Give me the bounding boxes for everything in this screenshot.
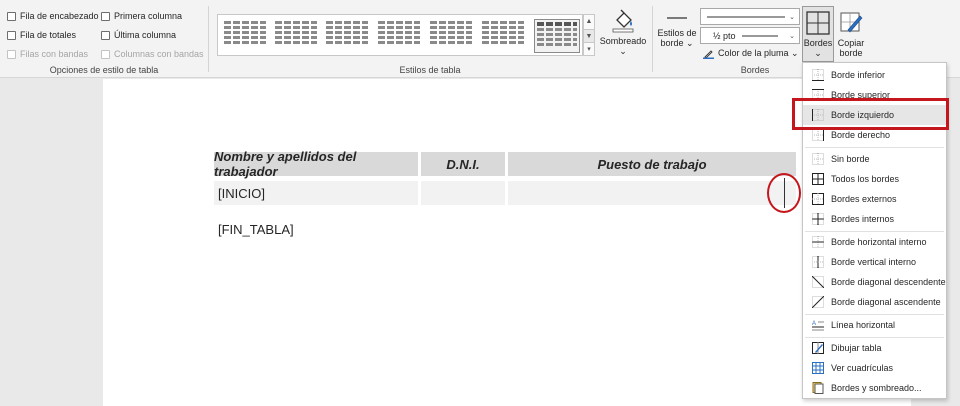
menu-item-all-borders[interactable] (803, 169, 946, 189)
table-header-cell[interactable]: Nombre y apellidos del trabajador (214, 152, 418, 176)
menu-item-outside-borders[interactable] (803, 189, 946, 209)
table-cell[interactable] (421, 181, 505, 205)
total-row-checkbox[interactable] (7, 30, 76, 40)
menu-item-label: Bordes externos (831, 194, 897, 204)
checkbox-box[interactable] (7, 31, 16, 40)
checkbox-box[interactable] (101, 31, 110, 40)
annotation-highlight-box (792, 98, 949, 130)
menu-item-label: Borde diagonal descendente (831, 277, 946, 287)
group-separator (652, 6, 653, 72)
borders-shading-icon (812, 382, 824, 394)
no-border-icon (812, 153, 824, 165)
border-styles-label-1: Estilos de (657, 28, 697, 38)
outside-borders-icon (812, 193, 824, 205)
table-header-cell[interactable]: D.N.I. (421, 152, 505, 176)
document-page[interactable] (103, 79, 911, 406)
table-style-thumb[interactable] (324, 19, 370, 53)
group-label-estilos: Estilos de tabla (399, 65, 461, 75)
border-painter-label-2: borde (839, 48, 863, 58)
menu-item-diagonal-down[interactable] (803, 272, 946, 292)
banded-rows-label: Filas con bandas (20, 49, 89, 59)
line-weight-value: ½ pto (713, 30, 736, 41)
border-right-icon (812, 129, 824, 141)
checkbox-box[interactable] (101, 50, 110, 59)
view-gridlines-icon (812, 362, 824, 374)
annotation-circle (767, 173, 801, 213)
all-borders-icon (812, 173, 824, 185)
border-styles-label-2: borde ⌄ (660, 38, 694, 48)
pen-color-label: Color de la pluma ⌄ (718, 48, 799, 58)
border-painter-icon (838, 10, 864, 36)
menu-item-label: Borde superior (831, 90, 891, 100)
gallery-more-icon[interactable]: ▾ (587, 46, 591, 53)
menu-item-inside-vertical[interactable] (803, 252, 946, 272)
checkbox-box[interactable] (7, 12, 16, 21)
banded-columns-label: Columnas con bandas (114, 49, 204, 59)
table-style-thumb[interactable] (376, 19, 422, 53)
first-column-checkbox[interactable] (101, 11, 182, 21)
menu-item-inside-borders[interactable] (803, 209, 946, 229)
borders-button-content[interactable] (802, 10, 834, 59)
group-separator (208, 6, 209, 72)
draw-table-icon (812, 342, 824, 354)
menu-item-draw-table[interactable] (803, 338, 946, 358)
menu-item-label: Ver cuadrículas (831, 363, 894, 373)
table-cell[interactable] (508, 181, 796, 205)
border-bottom-icon (812, 69, 824, 81)
paint-bucket-icon (610, 8, 636, 34)
table-style-thumb[interactable] (273, 19, 319, 53)
last-column-checkbox[interactable] (101, 30, 176, 40)
menu-item-borders-and-shading[interactable] (803, 378, 946, 398)
gallery-up-icon[interactable]: ▲ (585, 18, 593, 25)
menu-item-view-gridlines[interactable] (803, 358, 946, 378)
inside-horizontal-border-icon (812, 236, 824, 248)
line-weight-preview-icon (742, 33, 778, 39)
diagonal-down-border-icon (812, 276, 824, 288)
borders-icon (805, 10, 831, 36)
menu-separator (805, 147, 944, 148)
menu-item-inside-horizontal[interactable] (803, 232, 946, 252)
svg-text:A: A (812, 321, 817, 327)
border-style-line-icon (664, 10, 690, 26)
chevron-down-icon[interactable]: ⌄ (789, 32, 795, 40)
menu-item-border-bottom[interactable] (803, 65, 946, 85)
menu-item-label: Borde diagonal ascendente (831, 297, 941, 307)
table-styles-gallery[interactable] (217, 14, 583, 56)
chevron-down-icon[interactable]: ⌄ (789, 13, 795, 21)
group-label-bordes: Bordes (740, 65, 770, 75)
table-style-thumb[interactable] (428, 19, 474, 53)
menu-item-label: Todos los bordes (831, 174, 900, 184)
banded-columns-checkbox[interactable] (101, 49, 204, 59)
line-style-dropdown[interactable] (700, 8, 800, 25)
border-painter-label-1: Copiar (837, 38, 865, 48)
table-style-thumb[interactable] (222, 19, 268, 53)
inside-borders-icon (812, 213, 824, 225)
header-row-checkbox[interactable] (7, 11, 99, 21)
shading-caret: ⌄ (619, 46, 627, 56)
menu-item-label: Línea horizontal (831, 320, 896, 330)
border-styles-button[interactable] (657, 10, 697, 49)
menu-item-label: Borde horizontal interno (831, 237, 927, 247)
menu-item-no-border[interactable] (803, 149, 946, 169)
menu-item-label: Borde izquierdo (831, 110, 895, 120)
gallery-down-icon[interactable]: ▼ (584, 29, 594, 43)
shading-button[interactable] (598, 8, 648, 57)
diagonal-up-border-icon (812, 296, 824, 308)
pen-icon (703, 48, 714, 59)
menu-item-label: Dibujar tabla (831, 343, 882, 353)
table-header-cell[interactable]: Puesto de trabajo (508, 152, 796, 176)
menu-item-diagonal-up[interactable] (803, 292, 946, 312)
menu-item-label: Bordes y sombreado... (831, 383, 922, 393)
end-table-marker[interactable]: [FIN_TABLA] (218, 222, 294, 237)
border-painter-button[interactable] (836, 10, 866, 58)
total-row-label: Fila de totales (20, 30, 77, 40)
menu-item-label: Sin borde (831, 154, 870, 164)
table-style-thumb[interactable] (480, 19, 526, 53)
pen-color-button[interactable] (703, 48, 799, 59)
menu-item-label: Borde vertical interno (831, 257, 917, 267)
horizontal-line-icon (812, 319, 824, 331)
menu-item-label: Bordes internos (831, 214, 895, 224)
checkbox-box[interactable] (7, 50, 16, 59)
menu-item-horizontal-line[interactable] (803, 315, 946, 335)
table-cell[interactable]: [INICIO] (214, 181, 418, 205)
line-style-preview-icon (705, 14, 787, 20)
borders-label: Bordes (803, 38, 833, 48)
gallery-scroll[interactable] (583, 14, 595, 56)
last-column-label: Última columna (114, 30, 177, 40)
table-style-thumb-selected[interactable] (534, 19, 580, 53)
inside-vertical-border-icon (812, 256, 824, 268)
checkbox-box[interactable] (101, 12, 110, 21)
first-column-label: Primera columna (114, 11, 183, 21)
header-row-label: Fila de encabezado (20, 11, 99, 21)
menu-item-label: Borde derecho (831, 130, 891, 140)
menu-item-label: Borde inferior (831, 70, 886, 80)
line-weight-dropdown[interactable] (700, 27, 800, 44)
borders-caret: ⌄ (814, 48, 822, 58)
shading-label: Sombreado (599, 36, 647, 46)
group-label-opciones: Opciones de estilo de tabla (49, 65, 159, 75)
banded-rows-checkbox[interactable] (7, 49, 88, 59)
